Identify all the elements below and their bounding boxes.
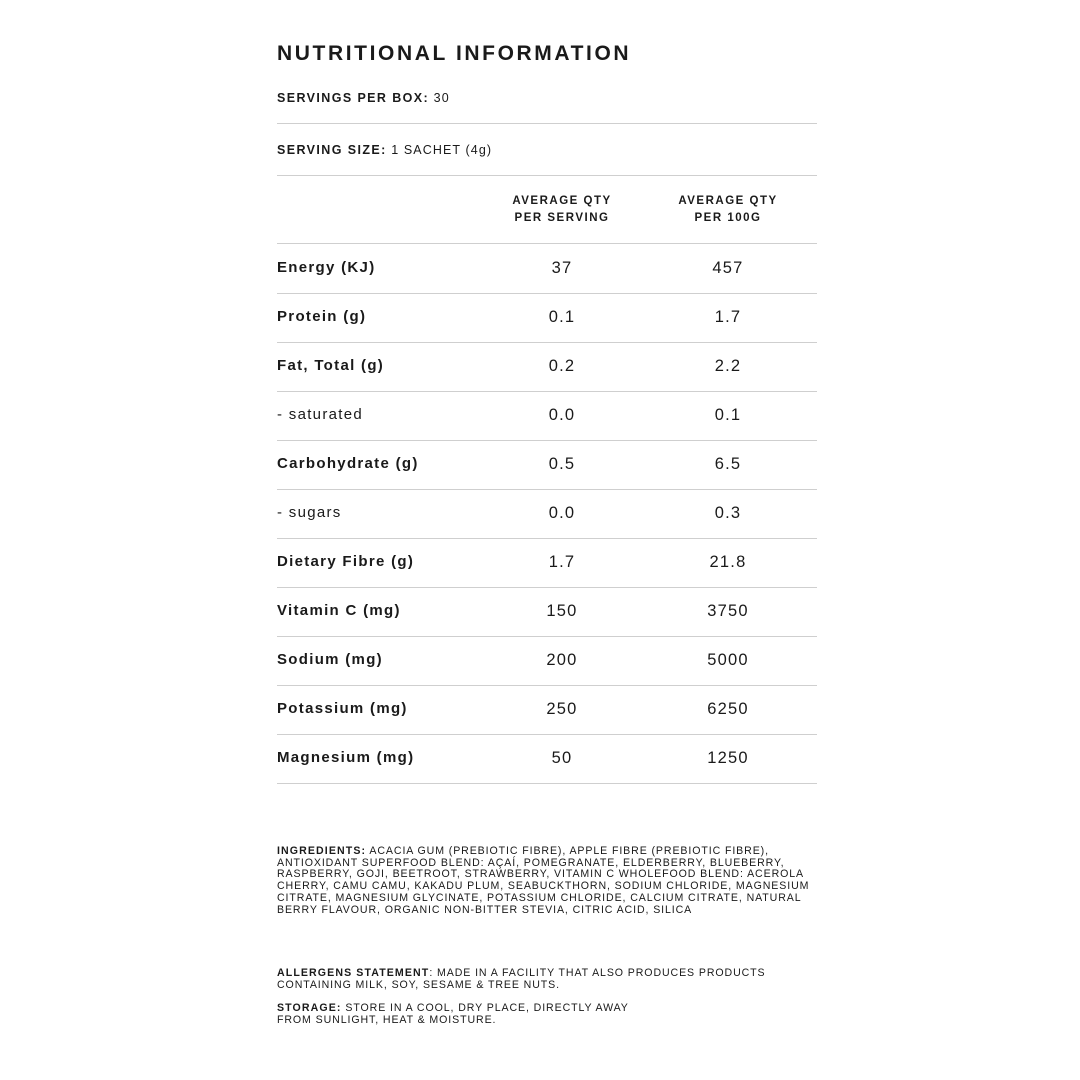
table-row: [277, 734, 817, 784]
serving-size-label: SERVING SIZE:: [277, 143, 387, 157]
serving-size-value: 1 SACHET (4g): [391, 143, 493, 157]
value-per-serving: 200: [546, 651, 578, 669]
servings-per-box-label: SERVINGS PER BOX:: [277, 91, 430, 105]
table-row: [277, 440, 817, 490]
value-per-serving: 0.5: [548, 455, 576, 473]
table-row: [277, 391, 817, 441]
value-per-100g: 1250: [707, 749, 749, 767]
ingredients-statement: [277, 846, 833, 916]
divider: [277, 175, 817, 176]
value-per-100g: 0.3: [714, 504, 742, 522]
ingredients-line: ACACIA GUM (PREBIOTIC FIBRE), APPLE FIBRE (PREBIOTIC FIBRE),: [369, 845, 769, 857]
nutrient-name: Vitamin C (mg): [277, 602, 401, 619]
value-per-serving: 50: [551, 749, 573, 767]
value-per-100g: 3750: [707, 602, 749, 620]
value-per-100g: 2.2: [714, 357, 742, 375]
ingredients-label: INGREDIENTS:: [277, 845, 367, 857]
allergens-line: CONTAINING MILK, SOY, SESAME & TREE NUTS.: [277, 978, 560, 991]
table-row: [277, 244, 817, 294]
nutrient-name: - saturated: [277, 406, 364, 423]
servings-per-box: [277, 91, 817, 105]
table-row: [277, 636, 817, 686]
page-title: NUTRITIONAL INFORMATION: [277, 42, 632, 65]
value-per-100g: 5000: [707, 651, 749, 669]
nutrient-name: Potassium (mg): [277, 700, 408, 717]
nutrient-name: Fat, Total (g): [277, 357, 385, 374]
ingredients-line: CHERRY, CAMU CAMU, KAKADU PLUM, SEABUCKTHORN, SODIUM CHLORIDE, MAGNESIUM: [277, 880, 810, 893]
storage-label: STORAGE:: [277, 1002, 342, 1014]
storage-statement: [277, 1003, 833, 1026]
value-per-100g: 457: [712, 259, 744, 277]
storage-line: FROM SUNLIGHT, HEAT & MOISTURE.: [277, 1013, 497, 1026]
column-header-line: PER SERVING: [514, 212, 610, 224]
table-row: [277, 342, 817, 392]
value-per-serving: 0.0: [548, 406, 576, 424]
nutrient-name: Carbohydrate (g): [277, 455, 419, 472]
value-per-100g: 21.8: [709, 553, 747, 571]
ingredients-line: BERRY FLAVOUR, ORGANIC NON-BITTER STEVIA, CITRIC ACID, SILICA: [277, 903, 693, 916]
value-per-serving: 0.1: [548, 308, 576, 326]
column-header-line: AVERAGE QTY: [512, 195, 612, 207]
ingredients-line: RASPBERRY, GOJI, BEETROOT, STRAWBERRY, VITAMIN C WHOLEFOOD BLEND: ACEROLA: [277, 868, 805, 881]
value-per-serving: 0.2: [548, 357, 576, 375]
nutrient-name: Protein (g): [277, 308, 367, 325]
nutrient-name: Energy (KJ): [277, 259, 376, 276]
table-row: [277, 293, 817, 343]
serving-size: [277, 143, 817, 157]
nutrient-name: - sugars: [277, 504, 342, 521]
column-header-line: PER 100G: [694, 212, 762, 224]
table-row: [277, 489, 817, 539]
value-per-serving: 150: [546, 602, 578, 620]
value-per-100g: 1.7: [714, 308, 742, 326]
allergens-label: ALLERGENS STATEMENT: [277, 967, 430, 979]
storage-line: STORE IN A COOL, DRY PLACE, DIRECTLY AWAY: [345, 1002, 629, 1014]
allergens-line: : MADE IN A FACILITY THAT ALSO PRODUCES PRODUCTS: [429, 967, 766, 979]
value-per-serving: 1.7: [548, 553, 576, 571]
table-row: [277, 587, 817, 637]
nutrient-name: Sodium (mg): [277, 651, 383, 668]
table-row: [277, 685, 817, 735]
value-per-serving: 37: [551, 259, 573, 277]
servings-per-box-value: 30: [433, 91, 450, 105]
column-header-line: AVERAGE QTY: [678, 195, 778, 207]
allergens-statement: [277, 968, 833, 991]
divider: [277, 123, 817, 124]
table-row: [277, 538, 817, 588]
nutrient-name: Dietary Fibre (g): [277, 553, 415, 570]
column-header-per-serving: [477, 193, 647, 227]
value-per-serving: 250: [546, 700, 578, 718]
value-per-100g: 6250: [707, 700, 749, 718]
value-per-100g: 0.1: [714, 406, 742, 424]
value-per-100g: 6.5: [714, 455, 742, 473]
nutrient-name: Magnesium (mg): [277, 749, 415, 766]
value-per-serving: 0.0: [548, 504, 576, 522]
column-header-per-100g: [643, 193, 813, 227]
ingredients-line: ANTIOXIDANT SUPERFOOD BLEND: AÇAÍ, POMEGRANATE, ELDERBERRY, BLUEBERRY,: [277, 856, 785, 869]
ingredients-line: CITRATE, MAGNESIUM GLYCINATE, POTASSIUM CHLORIDE, CALCIUM CITRATE, NATURAL: [277, 891, 802, 904]
